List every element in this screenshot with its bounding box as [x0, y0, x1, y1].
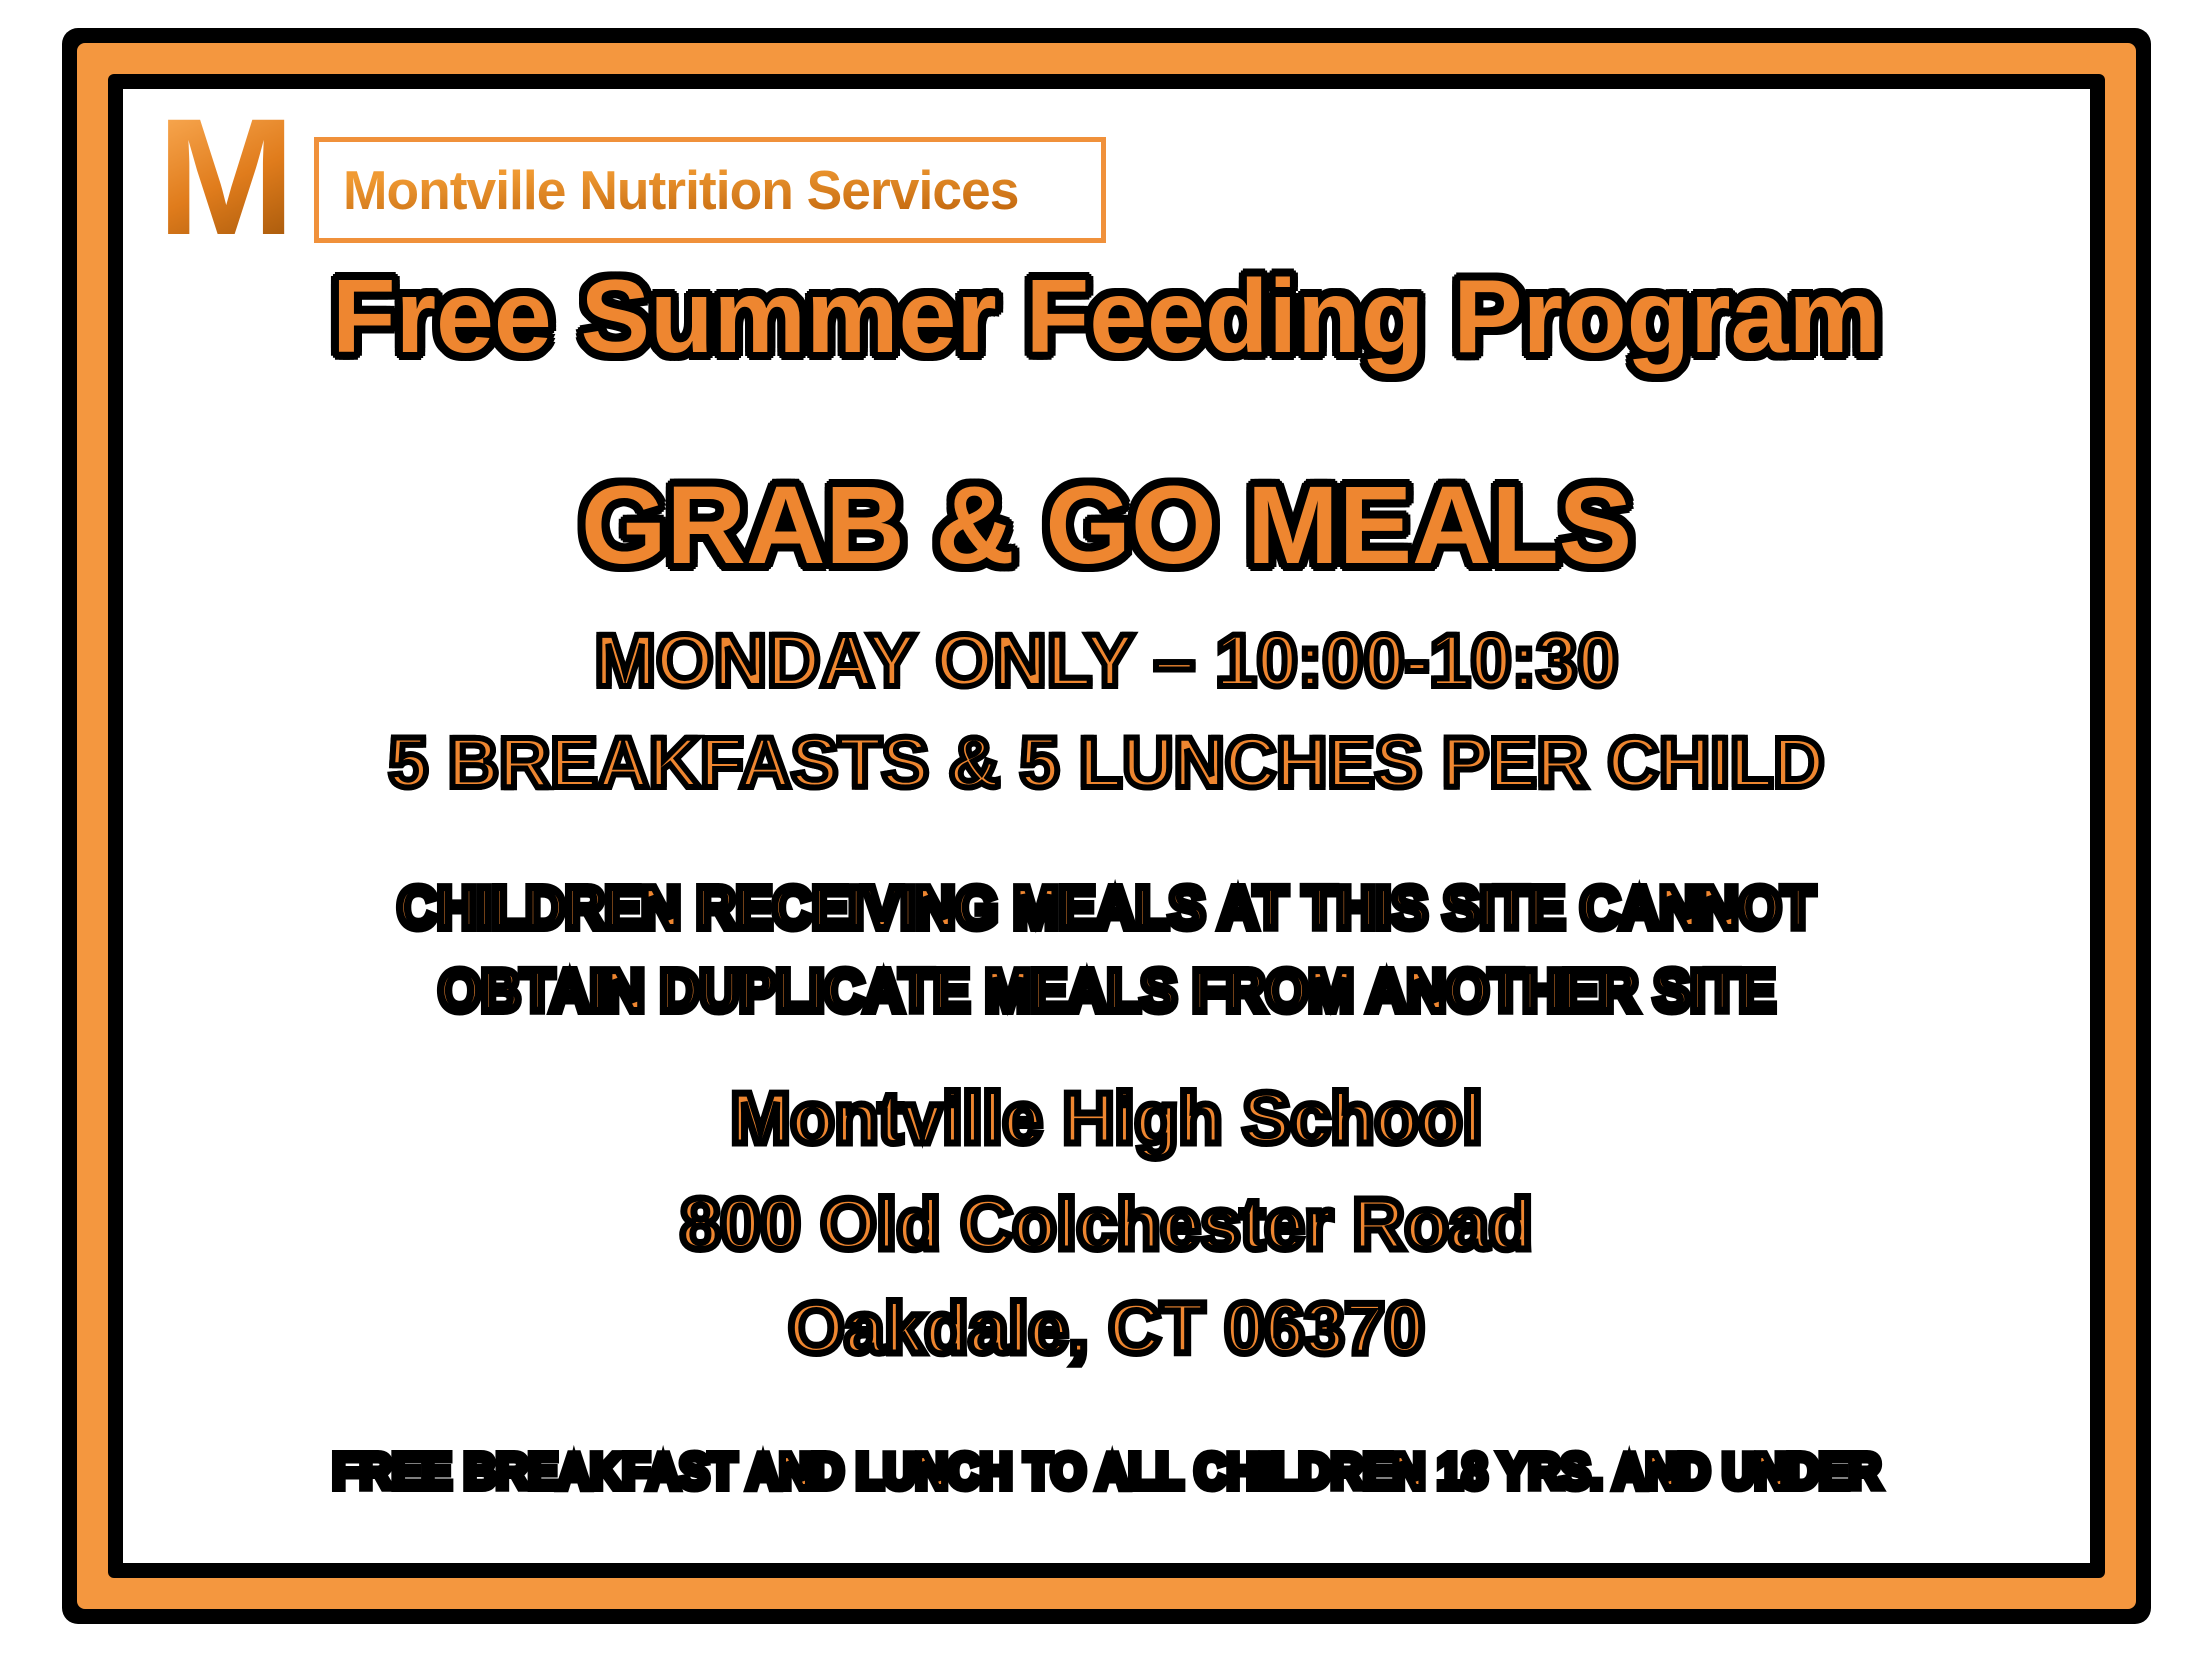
- location-city-state-zip-text: Oakdale, CT 06370: [788, 1289, 1425, 1369]
- program-title: [123, 259, 2090, 375]
- flyer-outer-black-border: [62, 28, 2151, 1624]
- location-street: [123, 1185, 2090, 1265]
- footer-eligibility: [123, 1445, 2090, 1499]
- org-name-label: Montville Nutrition Services: [343, 158, 1019, 221]
- location-name-text: Montville High School: [730, 1079, 1483, 1159]
- flyer-orange-border: [77, 43, 2136, 1609]
- flyer-inner-black-border: [108, 74, 2105, 1578]
- district-logo-m: M: [157, 85, 296, 270]
- org-name-box: [314, 137, 1106, 243]
- notice-line-2-text: OBTAIN DUPLICATE MEALS FROM ANOTHER SITE: [437, 958, 1776, 1024]
- notice-line-1-text: CHILDREN RECEIVING MEALS AT THIS SITE CANNOT: [397, 875, 1816, 941]
- notice-line-1: [123, 875, 2090, 941]
- schedule-allocation-text: 5 BREAKFASTS & 5 LUNCHES PER CHILD: [388, 724, 1825, 803]
- program-title-text: Free Summer Feeding Program: [332, 259, 1881, 375]
- schedule-days-time: [123, 619, 2090, 702]
- schedule-days-time-text: MONDAY ONLY – 10:00-10:30: [594, 619, 1619, 702]
- location-name: [123, 1079, 2090, 1159]
- headline-text: GRAB & GO MEALS: [580, 464, 1633, 587]
- schedule-allocation: [123, 724, 2090, 803]
- notice-line-2: [123, 958, 2090, 1024]
- headline-grab-and-go: [123, 464, 2090, 587]
- location-city-state-zip: [123, 1289, 2090, 1369]
- footer-eligibility-text: FREE BREAKFAST AND LUNCH TO ALL CHILDREN 18 YRS. AND UNDER: [332, 1445, 1881, 1499]
- flyer-content: [123, 85, 2090, 1563]
- location-street-text: 800 Old Colchester Road: [680, 1185, 1533, 1265]
